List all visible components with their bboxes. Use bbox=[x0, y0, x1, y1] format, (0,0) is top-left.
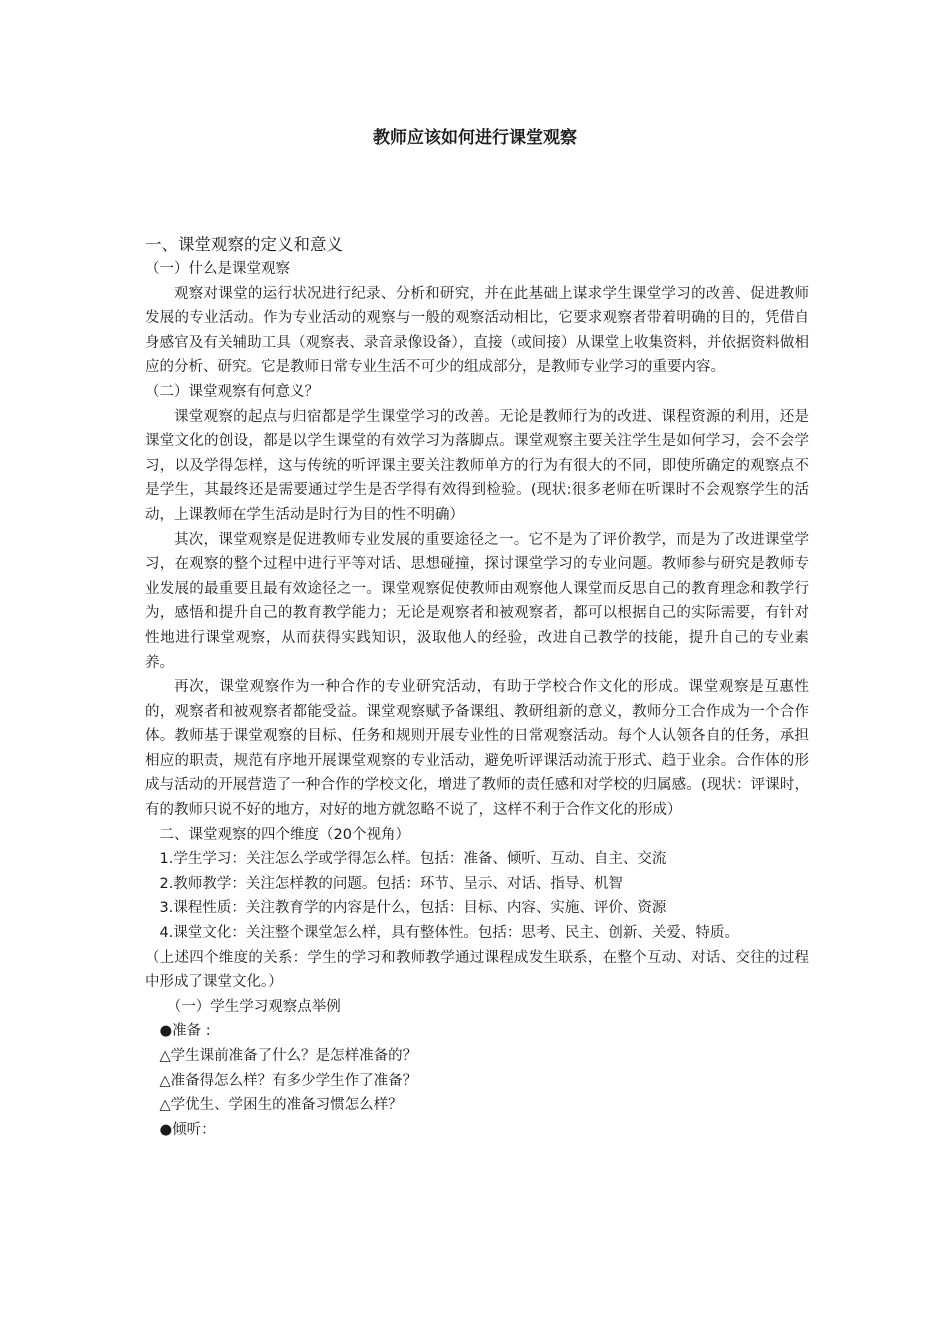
subsection-heading-1: （一）什么是课堂观察 bbox=[145, 261, 290, 277]
document-title: 教师应该如何进行课堂观察 bbox=[373, 128, 577, 148]
observation-point-item: △学生课前准备了什么？是怎样准备的？ bbox=[159, 1048, 418, 1064]
document-body bbox=[145, 233, 809, 1142]
subsection-heading-2: （二）课堂观察有何意义？ bbox=[145, 383, 319, 400]
paragraph-significance-1: 课堂观察的起点与归宿都是学生课堂学习的改善。无论是教师行为的改进、课程资源的利用，还是课堂文化的创设，都是以学生课堂的有效学习为落脚点。课堂观察主要关注学生是如何学习，会不会学习，以及学得怎样，这与传统的听评课主要关注教师单方的行为有很大的不同，即使所确定的观察点不是学生，其最终还是需要通过学生是否学得有效得到检验。(现状:很多老师在听课时不会观察学生的活动，上课教师在学生活动是时行为目的性不明确） bbox=[145, 408, 809, 523]
observation-point-item: △准备得怎么样？有多少学生作了准备？ bbox=[159, 1072, 418, 1089]
dimension-item: 2.教师教学：关注怎样教的问题。包括：环节、呈示、对话、指导、机智 bbox=[159, 875, 623, 892]
subsection-heading-3: （一）学生学习观察点举例 bbox=[166, 998, 341, 1015]
paragraph-definition: 观察对课堂的运行状况进行纪录、分析和研究，并在此基础上谋求学生课堂学习的改善、促进教师发展的专业活动。作为专业活动的观察与一般的观察活动相比，它要求观察者带着明确的目的，凭借自身感官及有关辅助工具（观察表、录音录像设备），直接（或间接）从课堂上收集资料，并依据资料做相应的分析、研究。它是教师日常专业生活不可少的组成部分，是教师专业学习的重要内容。 bbox=[145, 285, 809, 376]
observation-point-item: ●倾听： bbox=[159, 1121, 216, 1138]
observation-point-item: ●准备 : bbox=[159, 1023, 211, 1040]
dimension-item: 4.课堂文化：关注整个课堂怎么样，具有整体性。包括：思考、民主、创新、关爱、特质。 bbox=[159, 925, 739, 942]
paragraph-significance-2: 其次，课堂观察是促进教师专业发展的重要途径之一。它不是为了评价教学，而是为了改进课堂学习，在观察的整个过程中进行平等对话、思想碰撞，探讨课堂学习的专业问题。教师参与研究是教师专业发展的最重要且最有效途径之一。课堂观察促使教师由观察他人课堂而反思自己的教育理念和教学行为，感悟和提升自己的教育教学能力；无论是观察者和被观察者，都可以根据自己的实际需要，有针对性地进行课堂观察，从而获得实践知识，汲取他人的经验，改进自己教学的技能，提升自己的专业素养。 bbox=[145, 531, 809, 671]
observation-point-item: △学优生、学困生的准备习惯怎么样？ bbox=[159, 1097, 403, 1114]
dimension-relation-note: （上述四个维度的关系：学生的学习和教师教学通过课程成发生联系，在整个互动、对话、交往的过程中形成了课堂文化。） bbox=[145, 949, 809, 991]
paragraph-significance-3: 再次，课堂观察作为一种合作的专业研究活动，有助于学校合作文化的形成。课堂观察是互惠性的，观察者和被观察者都能受益。课堂观察赋予备课组、教研组新的意义，教师分工合作成为一个合作体。教师基于课堂观察的目标、任务和规则开展专业性的日常观察活动。每个人认领各自的任务，承担相应的职责，规范有序地开展课堂观察的专业活动，避免听评课活动流于形式、趋于业余。合作体的形成与活动的开展营造了一种合作的学校文化，增进了教师的责任感和对学校的归属感。(现状：评课时，有的教师只说不好的地方，对好的地方就忽略不说了，这样不利于合作文化的形成） bbox=[145, 679, 809, 819]
dimension-item: 3.课程性质：关注教育学的内容是什么，包括：目标、内容、实施、评价、资源 bbox=[159, 900, 667, 917]
section-heading-2: 二、课堂观察的四个维度（20个视角） bbox=[159, 826, 410, 843]
dimension-item: 1.学生学习：关注怎么学或学得怎么样。包括：准备、倾听、互动、自主、交流 bbox=[159, 851, 667, 868]
section-heading-1: 一、课堂观察的定义和意义 bbox=[145, 235, 343, 254]
